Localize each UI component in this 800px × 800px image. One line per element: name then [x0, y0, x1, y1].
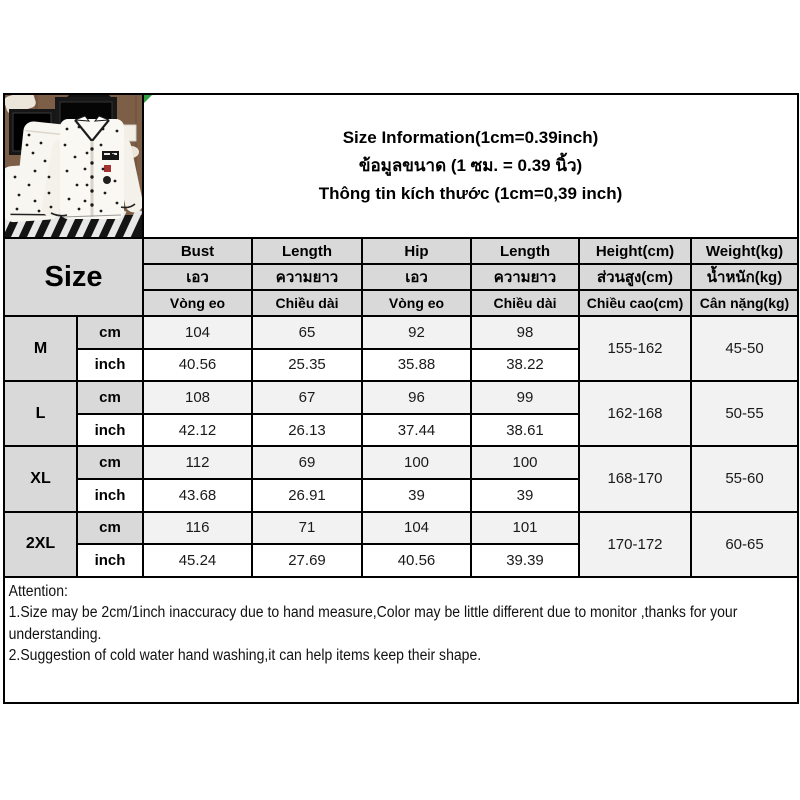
- unit-label-cell: inch: [77, 544, 143, 577]
- header-vi-length1: Chiều dài: [252, 290, 362, 316]
- unit-label-cell: inch: [77, 349, 143, 382]
- attention-line-2: 2.Suggestion of cold water hand washing,it can help items keep their shape.: [8, 647, 482, 665]
- value-cell: 38.61: [471, 414, 579, 447]
- header-vi-length2: Chiều dài: [471, 290, 579, 316]
- header-en-length2: Length: [471, 238, 579, 264]
- value-cell: 108: [143, 381, 252, 414]
- value-cell: 100: [471, 446, 579, 479]
- value-cell: 25.35: [252, 349, 362, 382]
- attention-line-1: 1.Size may be 2cm/1inch inaccuracy due to hand measure,Color may be little different due to monitor ,thanks for your understanding.: [8, 604, 738, 643]
- value-cell: 38.22: [471, 349, 579, 382]
- value-cell: 45.24: [143, 544, 252, 577]
- attention-heading: Attention:: [8, 582, 68, 600]
- size-title-cell: Size: [4, 238, 143, 316]
- header-en-hip: Hip: [362, 238, 471, 264]
- value-cell: 42.12: [143, 414, 252, 447]
- unit-label-cell: inch: [77, 479, 143, 512]
- title-cell: [143, 94, 798, 238]
- unit-label-cell: cm: [77, 381, 143, 414]
- value-cell: 96: [362, 381, 471, 414]
- unit-label-cell: cm: [77, 446, 143, 479]
- attention-cell: [4, 577, 798, 703]
- value-cell: 99: [471, 381, 579, 414]
- value-cell: 26.91: [252, 479, 362, 512]
- header-th-bust: เอว: [143, 264, 252, 290]
- size-label-cell: 2XL: [4, 512, 77, 577]
- header-en-weight: Weight(kg): [691, 238, 798, 264]
- header-vi-height: Chiều cao(cm): [579, 290, 691, 316]
- unit-label-cell: cm: [77, 316, 143, 349]
- size-label-cell: L: [4, 381, 77, 446]
- header-th-hip: เอว: [362, 264, 471, 290]
- value-cell: 65: [252, 316, 362, 349]
- value-cell: 39: [471, 479, 579, 512]
- unit-label-cell: inch: [77, 414, 143, 447]
- value-cell: 116: [143, 512, 252, 545]
- value-cell: 101: [471, 512, 579, 545]
- unit-label-cell: cm: [77, 512, 143, 545]
- value-cell: 43.68: [143, 479, 252, 512]
- header-en-bust: Bust: [143, 238, 252, 264]
- value-cell: 39: [362, 479, 471, 512]
- value-cell: 100: [362, 446, 471, 479]
- weight-range-cell: 45-50: [691, 316, 798, 381]
- value-cell: 67: [252, 381, 362, 414]
- value-cell: 37.44: [362, 414, 471, 447]
- size-label-cell: XL: [4, 446, 77, 511]
- table-row: [4, 316, 798, 349]
- height-range-cell: 155-162: [579, 316, 691, 381]
- attention-text: [5, 578, 798, 667]
- product-photo-cell: [4, 94, 143, 238]
- table-row: [4, 381, 798, 414]
- value-cell: 92: [362, 316, 471, 349]
- weight-range-cell: 50-55: [691, 381, 798, 446]
- attention-row: [4, 577, 798, 703]
- header-vi-hip: Vòng eo: [362, 290, 471, 316]
- value-cell: 40.56: [143, 349, 252, 382]
- height-range-cell: 162-168: [579, 381, 691, 446]
- size-table: [3, 93, 799, 704]
- cell-flag-icon: [144, 95, 152, 103]
- title-line-en: Size Information(1cm=0.39inch): [342, 128, 599, 147]
- header-th-weight: น้ำหนัก(kg): [691, 264, 798, 290]
- value-cell: 26.13: [252, 414, 362, 447]
- photo-title-row: [4, 94, 798, 238]
- height-range-cell: 168-170: [579, 446, 691, 511]
- value-cell: 40.56: [362, 544, 471, 577]
- weight-range-cell: 60-65: [691, 512, 798, 577]
- value-cell: 112: [143, 446, 252, 479]
- header-th-length1: ความยาว: [252, 264, 362, 290]
- header-vi-bust: Vòng eo: [143, 290, 252, 316]
- table-row: [4, 512, 798, 545]
- table-row: [4, 446, 798, 479]
- header-en-length1: Length: [252, 238, 362, 264]
- height-range-cell: 170-172: [579, 512, 691, 577]
- value-cell: 104: [143, 316, 252, 349]
- pajama-product-photo: [5, 95, 143, 237]
- weight-range-cell: 55-60: [691, 446, 798, 511]
- size-label-cell: M: [4, 316, 77, 381]
- value-cell: 69: [252, 446, 362, 479]
- value-cell: 98: [471, 316, 579, 349]
- header-row-en: [4, 238, 798, 264]
- value-cell: 27.69: [252, 544, 362, 577]
- header-vi-weight: Cân nặng(kg): [691, 290, 798, 316]
- header-th-height: ส่วนสูง(cm): [579, 264, 691, 290]
- value-cell: 39.39: [471, 544, 579, 577]
- header-en-height: Height(cm): [579, 238, 691, 264]
- value-cell: 35.88: [362, 349, 471, 382]
- title-line-th: ข้อมูลขนาด (1 ซม. = 0.39 นิ้ว): [358, 156, 583, 175]
- title-line-vi: Thông tin kích thước (1cm=0,39 inch): [318, 184, 623, 203]
- value-cell: 104: [362, 512, 471, 545]
- header-th-length2: ความยาว: [471, 264, 579, 290]
- value-cell: 71: [252, 512, 362, 545]
